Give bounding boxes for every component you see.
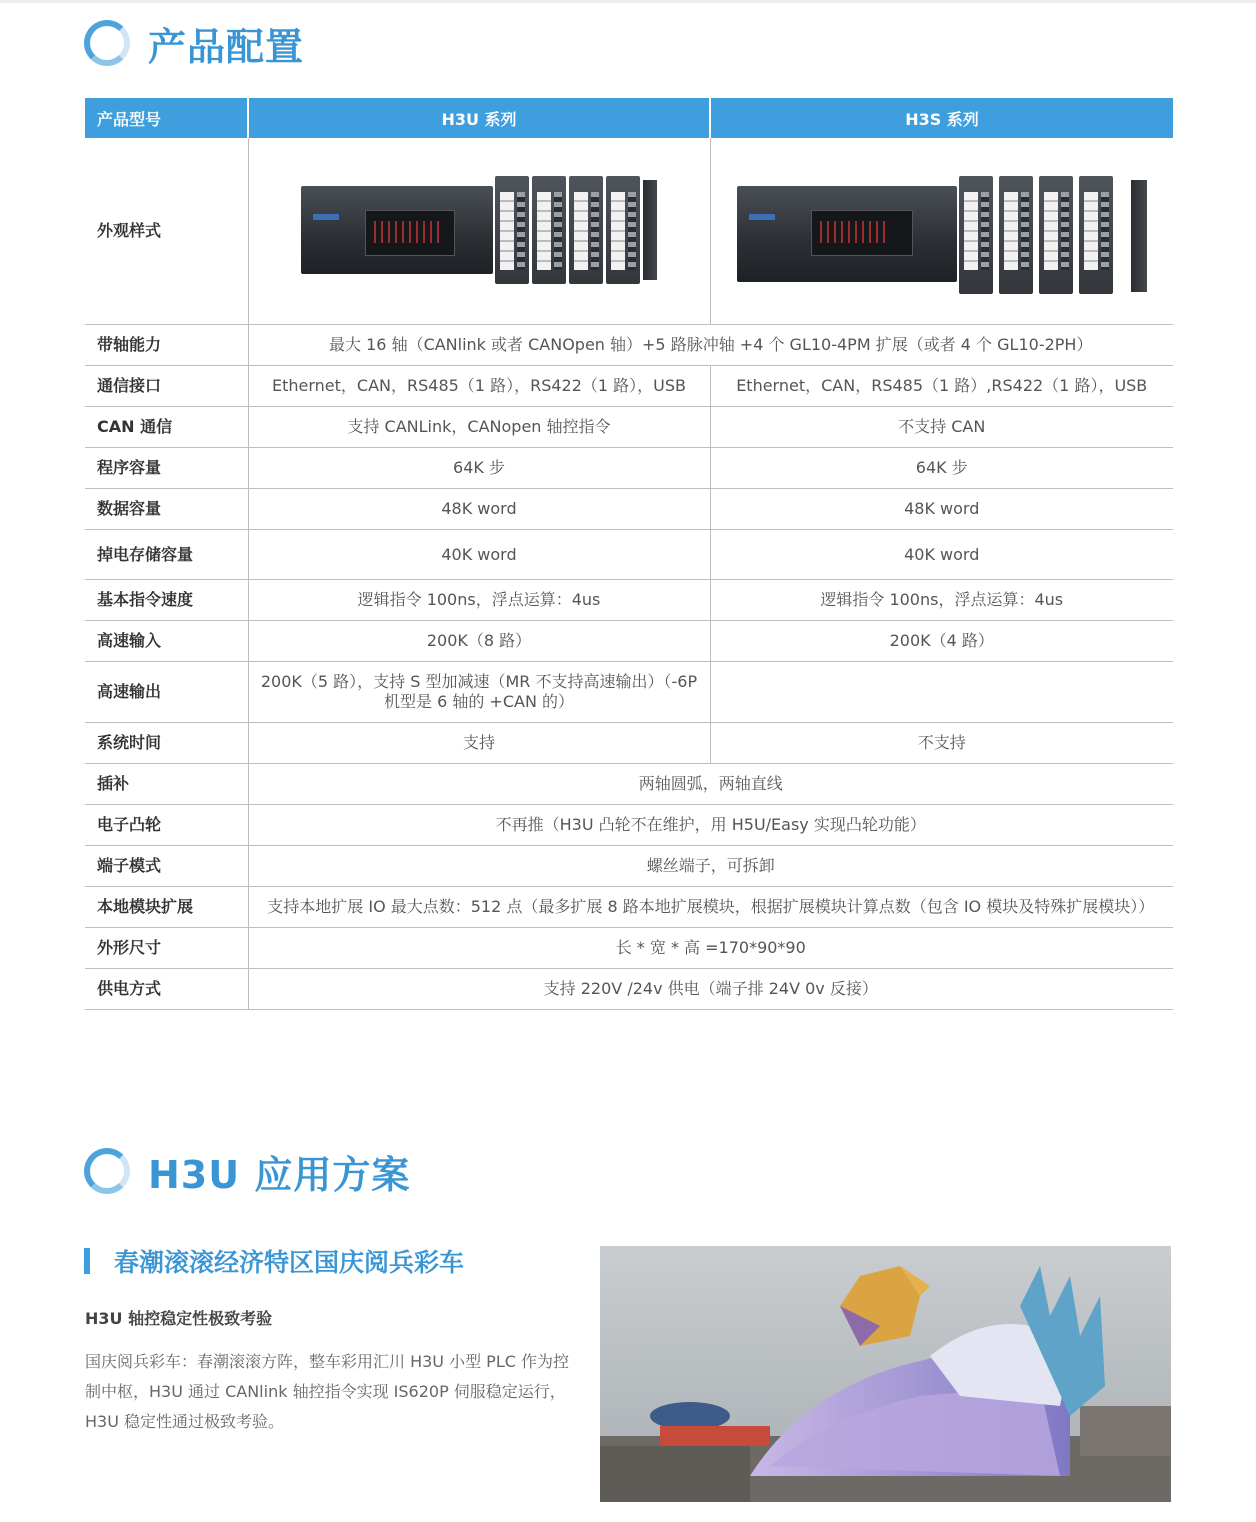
- h3s-cell: Ethernet，CAN，RS485（1 路）,RS422（1 路），USB: [710, 366, 1173, 407]
- table-row: [85, 846, 1173, 887]
- row-label: 外形尺寸: [85, 928, 248, 969]
- table-row: [85, 928, 1173, 969]
- h3s-cell: 不支持 CAN: [710, 407, 1173, 448]
- h3u-cell: 48K word: [248, 489, 710, 530]
- row-label: 基本指令速度: [85, 580, 248, 621]
- table-row-appearance: [85, 138, 1173, 325]
- row-label: 高速输出: [85, 662, 248, 723]
- merged-cell: 最大 16 轴（CANlink 或者 CANOpen 轴）+5 路脉冲轴 +4 个 GL10-4PM 扩展（或者 4 个 GL10-2PH）: [248, 325, 1173, 366]
- h3u-cell: 支持: [248, 723, 710, 764]
- spec-table: [85, 98, 1173, 1010]
- merged-cell: 螺丝端子，可拆卸: [248, 846, 1173, 887]
- ring-icon: [84, 20, 130, 66]
- row-label: 程序容量: [85, 448, 248, 489]
- table-row: [85, 887, 1173, 928]
- h3u-product-image: [248, 138, 710, 325]
- h3s-cell: 64K 步: [710, 448, 1173, 489]
- row-label: 插补: [85, 764, 248, 805]
- row-label: 外观样式: [85, 138, 248, 325]
- merged-cell: 两轴圆弧，两轴直线: [248, 764, 1173, 805]
- case-subheader: [84, 1243, 464, 1279]
- row-label: CAN 通信: [85, 407, 248, 448]
- row-label: 供电方式: [85, 969, 248, 1010]
- table-row: [85, 764, 1173, 805]
- plc-illustration: [301, 176, 657, 286]
- h3u-cell: 40K word: [248, 530, 710, 580]
- plc-illustration: [737, 176, 1147, 286]
- h3s-cell: 不支持: [710, 723, 1173, 764]
- header-h3u: H3U 系列: [248, 98, 710, 138]
- table-header-row: [85, 98, 1173, 138]
- h3s-cell: 48K word: [710, 489, 1173, 530]
- row-label: 掉电存储容量: [85, 530, 248, 580]
- header-model: 产品型号: [85, 98, 248, 138]
- table-row: [85, 366, 1173, 407]
- table-row: [85, 723, 1173, 764]
- row-label: 端子模式: [85, 846, 248, 887]
- case-body: 国庆阅兵彩车：春潮滚滚方阵，整车彩用汇川 H3U 小型 PLC 作为控制中枢，H3U 通过 CANlink 轴控指令实现 IS620P 伺服稳定运行，H3U 稳定性通过极致考验。: [85, 1352, 570, 1431]
- table-row: [85, 407, 1173, 448]
- parade-float-photo: [600, 1246, 1171, 1502]
- row-label: 电子凸轮: [85, 805, 248, 846]
- row-label: 通信接口: [85, 366, 248, 407]
- table-row: [85, 621, 1173, 662]
- table-row: [85, 662, 1173, 723]
- table-row: [85, 489, 1173, 530]
- row-label: 带轴能力: [85, 325, 248, 366]
- row-label: 高速输入: [85, 621, 248, 662]
- h3u-cell: 200K（8 路）: [248, 621, 710, 662]
- h3s-cell: 200K（4 路）: [710, 621, 1173, 662]
- h3u-cell: 逻辑指令 100ns，浮点运算：4us: [248, 580, 710, 621]
- h3u-cell: 支持 CANLink，CANopen 轴控指令: [248, 407, 710, 448]
- table-row: [85, 530, 1173, 580]
- row-label: 数据容量: [85, 489, 248, 530]
- merged-cell: 不再推（H3U 凸轮不在维护，用 H5U/Easy 实现凸轮功能）: [248, 805, 1173, 846]
- table-row: [85, 805, 1173, 846]
- top-rule: [0, 0, 1256, 3]
- row-label: 系统时间: [85, 723, 248, 764]
- h3s-cell: 40K word: [710, 530, 1173, 580]
- case-title: H3U 轴控稳定性极致考验: [85, 1309, 273, 1328]
- table-row: [85, 580, 1173, 621]
- accent-bar: [84, 1248, 90, 1274]
- h3u-cell: 200K（5 路），支持 S 型加减速（MR 不支持高速输出）（-6P 机型是 6 轴的 +CAN 的）: [248, 662, 710, 723]
- merged-cell: 支持 220V /24v 供电（端子排 24V 0v 反接）: [248, 969, 1173, 1010]
- parade-float-illustration: [600, 1246, 1171, 1502]
- h3u-cell: 64K 步: [248, 448, 710, 489]
- section-header-config: [84, 17, 304, 69]
- table-row: [85, 969, 1173, 1010]
- h3s-cell: [710, 662, 1173, 723]
- merged-cell: 长 * 宽 * 高 =170*90*90: [248, 928, 1173, 969]
- case-subtitle: 春潮滚滚经济特区国庆阅兵彩车: [114, 1248, 465, 1277]
- section-header-application: [84, 1145, 410, 1197]
- row-label: 本地模块扩展: [85, 887, 248, 928]
- table-row: [85, 325, 1173, 366]
- ring-icon: [84, 1148, 130, 1194]
- h3s-cell: 逻辑指令 100ns，浮点运算：4us: [710, 580, 1173, 621]
- section-title: 产品配置: [148, 24, 305, 69]
- h3u-cell: Ethernet，CAN，RS485（1 路），RS422（1 路），USB: [248, 366, 710, 407]
- section-title: H3U 应用方案: [148, 1152, 411, 1197]
- table-row: [85, 448, 1173, 489]
- h3s-product-image: [710, 138, 1173, 325]
- header-h3s: H3S 系列: [710, 98, 1173, 138]
- merged-cell: 支持本地扩展 IO 最大点数：512 点（最多扩展 8 路本地扩展模块，根据扩展模块计算点数（包含 IO 模块及特殊扩展模块））: [248, 887, 1173, 928]
